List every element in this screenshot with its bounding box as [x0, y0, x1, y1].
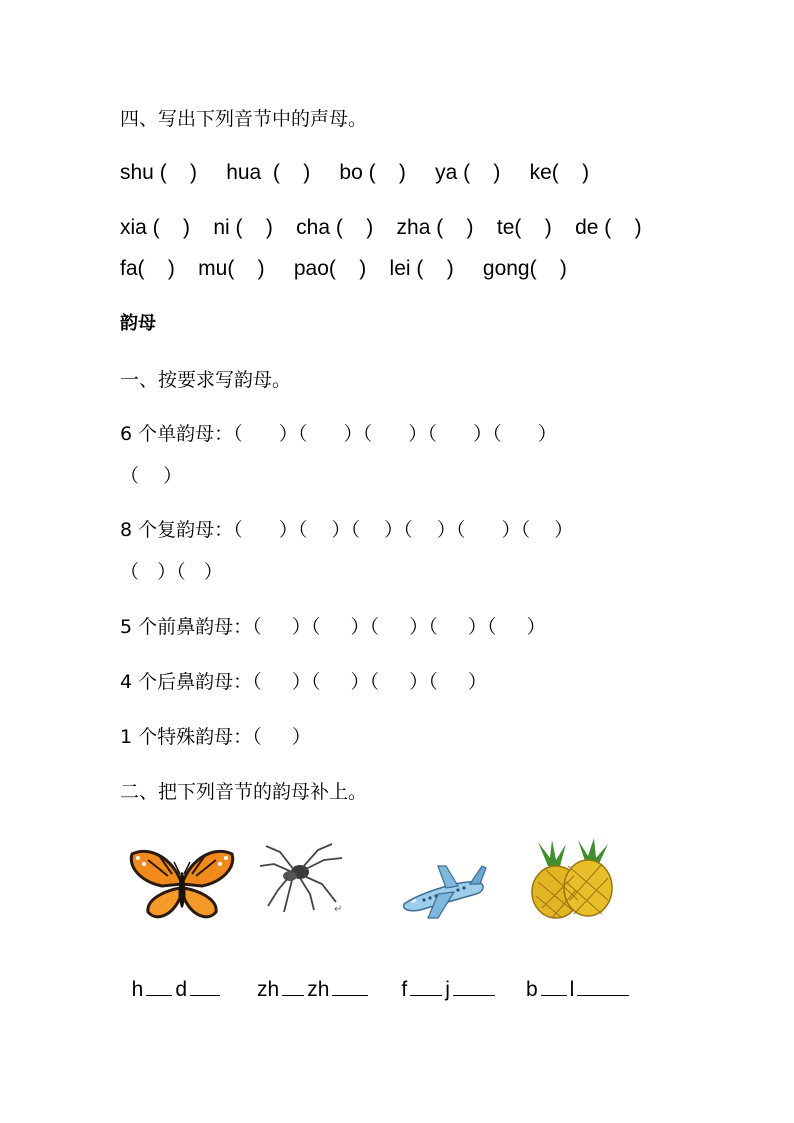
fill-l: l [569, 978, 575, 1001]
airplane-picture [398, 860, 488, 922]
single-finals-line: 6 个单韵母：（ ）（ ）（ ）（ ）（ ） [120, 423, 557, 445]
back-nasal-finals-line: 4 个后鼻韵母：（ ）（ ）（ ）（ ） [120, 671, 487, 693]
fill-b: b [525, 978, 538, 1001]
blank-5[interactable] [410, 977, 442, 996]
yunmu-heading: 韵母 [120, 313, 156, 334]
blank-3[interactable] [282, 977, 304, 996]
fill-zh-1: zh [257, 978, 280, 1001]
section2-title: 二、把下列音节的韵母补上。 [120, 781, 368, 803]
spider-picture [258, 840, 348, 914]
blank-1[interactable] [146, 977, 172, 996]
blank-6[interactable] [453, 977, 495, 996]
fill-h: h [131, 978, 144, 1001]
fill-zh-2: zh [307, 978, 330, 1001]
compound-finals-line-cont: （ ）（ ） [120, 561, 223, 583]
pinyin-row-2: xia ( ) ni ( ) cha ( ) zha ( ) te( ) de ( ) [120, 216, 642, 239]
fill-finals-row [120, 953, 632, 1002]
compound-finals-line: 8 个复韵母：（ ）（ ）（ ）（ ）（ ）（ ） [120, 519, 574, 541]
section4-title: 四、写出下列音节中的声母。 [120, 108, 368, 130]
front-nasal-finals-line: 5 个前鼻韵母：（ ）（ ）（ ）（ ）（ ） [120, 616, 546, 638]
single-finals-line-cont: （ ） [120, 465, 183, 487]
pineapple-picture [522, 838, 618, 920]
section1-title: 一、按要求写韵母。 [120, 369, 292, 391]
pinyin-row-1: shu ( ) hua ( ) bo ( ) ya ( ) ke( ) [120, 161, 590, 184]
blank-8[interactable] [577, 977, 629, 996]
blank-4[interactable] [332, 977, 368, 996]
fill-f: f [401, 978, 408, 1001]
special-final-line: 1 个特殊韵母：（ ） [120, 726, 311, 748]
blank-2[interactable] [190, 977, 220, 996]
pinyin-row-3: fa( ) mu( ) pao( ) lei ( ) gong( ) [120, 257, 567, 280]
svg-text:↵: ↵ [334, 904, 343, 914]
fill-d: d [175, 978, 188, 1001]
butterfly-picture [128, 846, 236, 922]
blank-7[interactable] [541, 977, 567, 996]
fill-j: j [445, 978, 450, 1001]
